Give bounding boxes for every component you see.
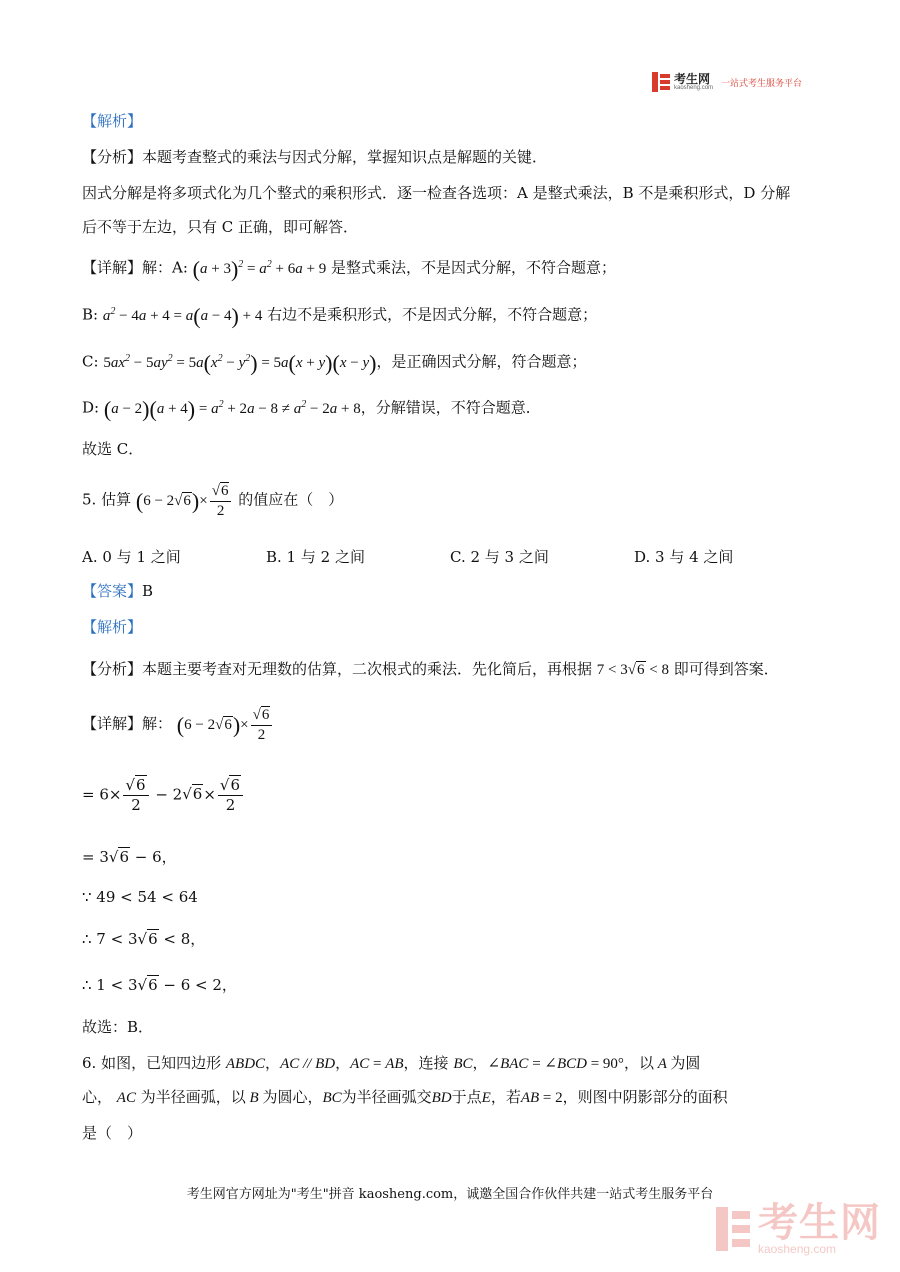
q6-l1-b: ，以 xyxy=(623,1054,654,1072)
q4-formula-c: $5ax^2 - 5ay^2 = 5a(x^2 - y^2) = 5a(x + y)(x - y)$ xyxy=(103,350,377,375)
q6-bd: BD xyxy=(431,1090,452,1106)
q4-c-comment: ，是正确因式分解，符合题意； xyxy=(376,352,587,371)
logo-title: 考生网 xyxy=(674,72,711,86)
q6-angles: ∠BAC = ∠BCD = 90° xyxy=(487,1056,624,1072)
q6-l2-g: ，则图中阴影部分的面积 xyxy=(562,1088,728,1106)
q5-fenxi-inequality: 7 < 3√6 < 8 xyxy=(596,662,669,678)
q6-point-a: A xyxy=(653,1056,671,1072)
q4-formula-d: $(a - 2)(a + 4) = a^2 + 2a - 8 \ne a^2 - 2a + 8$ xyxy=(103,396,361,421)
q6-l1-a: 6. 如图，已知四边形 xyxy=(82,1054,222,1072)
q5-expression: (6 − 2√6)× $\frac{√6}{2}$ xyxy=(136,493,234,509)
q5-answer-line xyxy=(82,582,153,600)
q6-l2-e: 于点 xyxy=(451,1088,482,1106)
q5-stem-suffix: 的值应在（ ） xyxy=(238,490,344,509)
q6-bc: BC xyxy=(453,1056,473,1072)
q5-xiangjie-prefix: 【详解】解： xyxy=(82,714,173,733)
q6-line-1: 6. 如图，已知四边形 ABDC，AC // BD，AC = AB，连接 BC，∠BAC = ∠BCD = 90°，以 A 为圆 xyxy=(82,1054,701,1072)
q6-l2-d: 为半径画弧交 xyxy=(341,1088,432,1106)
q5-fenxi-line xyxy=(82,660,779,679)
q5-option-b: B. 1 与 2 之间 xyxy=(266,548,365,566)
kaosheng-logo-icon xyxy=(652,72,670,92)
q5-answer: B xyxy=(142,582,154,600)
q6-l1-c: 为圆 xyxy=(670,1054,701,1072)
q6-ab-eq-2: AB = 2 xyxy=(520,1090,563,1106)
logo-slogan: 一站式考生服务平台 xyxy=(721,77,803,88)
q5-option-d: D. 3 与 4 之间 xyxy=(634,548,734,566)
q4-conclusion: 故选 C． xyxy=(82,440,144,458)
q6-parallel: AC // BD xyxy=(280,1056,336,1072)
q5-option-a: A. 0 与 1 之间 xyxy=(82,548,181,566)
q4-option-c-line xyxy=(82,350,586,376)
q6-l2-b: 为半径画弧，以 xyxy=(140,1088,246,1106)
q6-line-2 xyxy=(82,1088,728,1107)
q5-jiexi-tag: 【解析】 xyxy=(82,618,143,636)
q5-step-5: ∴ 1 < 3√6 − 6 < 2， xyxy=(82,976,237,994)
q4-option-a-line xyxy=(82,256,616,282)
q4-fenxi: 【分析】本题考查整式的乘法与因式分解，掌握知识点是解题的关键． xyxy=(82,148,548,166)
q6-l2-c: 为圆心， xyxy=(262,1088,323,1106)
q5-fenxi-prefix: 【分析】本题主要考查对无理数的估算，二次根式的乘法．先化简后，再根据 xyxy=(82,660,593,678)
q4-d-prefix: D: xyxy=(82,398,100,417)
q6-bc-2: BC xyxy=(322,1090,342,1106)
q5-step-1: = 6× $\frac{√6}{2}$ − 2√6× $\frac{√6}{2}$ xyxy=(82,776,245,815)
q5-answer-tag: 【答案】 xyxy=(82,582,143,600)
q5-conclusion: 故选：B． xyxy=(82,1018,154,1036)
q5-option-c: C. 2 与 3 之间 xyxy=(450,548,549,566)
q6-quad-abdc: ABDC xyxy=(225,1056,266,1072)
watermark-title: 考生网 xyxy=(758,1201,881,1245)
logo-url: kaosheng.com xyxy=(674,85,714,91)
watermark xyxy=(716,1203,881,1255)
q4-explain-2: 后不等于左边，只有 C 正确，即可解答． xyxy=(82,218,359,236)
q5-step-4: ∴ 7 < 3√6 < 8， xyxy=(82,930,206,948)
q4-explain-1: 因式分解是将多项式化为几个整式的乘积形式．逐一检查各选项：A 是整式乘法，B 不是乘积形式，D 分解 xyxy=(82,184,791,202)
watermark-url: kaosheng.com xyxy=(758,1242,837,1256)
q5-stem xyxy=(82,482,343,521)
q4-formula-b: $a^2 - 4a + 4 = a(a - 4) + 4$ xyxy=(102,303,263,328)
q6-l2-f: ，若 xyxy=(490,1088,521,1106)
q4-d-comment: ，分解错误，不符合题意． xyxy=(360,398,541,417)
q6-line-3: 是（ ） xyxy=(82,1124,143,1142)
q4-b-prefix: B: xyxy=(82,305,99,324)
q6-ac-eq-ab: AC = AB xyxy=(350,1056,404,1072)
q4-jiexi-tag: 【解析】 xyxy=(82,112,143,130)
q5-step-2: = 3√6 − 6， xyxy=(82,848,177,866)
q4-xiangjie-prefix: 【详解】解：A: xyxy=(82,258,188,277)
q5-step-3: ∵ 49 < 54 < 64 xyxy=(82,888,198,906)
q5-fenxi-suffix: 即可得到答案． xyxy=(673,660,779,678)
q6-ac: AC xyxy=(116,1090,136,1106)
q6-l2-a: 心， xyxy=(82,1088,113,1106)
q6-point-e: E xyxy=(481,1090,491,1106)
q4-b-comment: 右边不是乘积形式，不是因式分解，不符合题意； xyxy=(267,305,598,324)
page-footer: 考生网官方网址为"考生"拼音 kaosheng.com，诚邀全国合作伙伴共建一站式考生服务平台 xyxy=(186,1187,714,1202)
q4-option-d-line xyxy=(82,396,541,422)
q4-option-b-line xyxy=(82,303,597,329)
header-logo xyxy=(652,72,802,92)
q5-xiangjie-line xyxy=(82,706,274,745)
q5-step-0: (6 − 2√6)× $\frac{√6}{2}$ xyxy=(177,717,275,733)
q6-point-b: B xyxy=(245,1090,263,1106)
q5-number: 5. 估算 xyxy=(82,490,132,509)
q4-a-comment: 是整式乘法，不是因式分解，不符合题意； xyxy=(330,258,616,277)
q4-formula-a: $(a + 3)^2 = a^2 + 6a + 9$ xyxy=(192,256,327,281)
watermark-logo-icon xyxy=(716,1207,750,1251)
q4-c-prefix: C: xyxy=(82,352,99,371)
